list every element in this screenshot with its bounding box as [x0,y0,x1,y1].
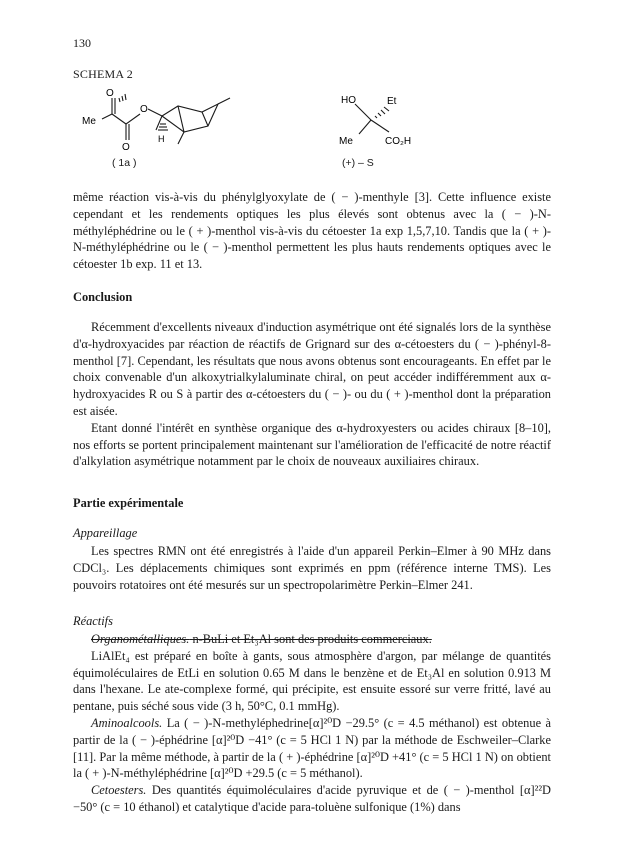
schema-title: SCHEMA 2 [73,67,133,81]
heading-experimental: Partie expérimentale [73,496,184,510]
organo-text: n-BuLi et Et₃Al sont des produits commerciaux. [192,632,432,646]
structure-s-acid [325,86,435,156]
appareillage-text: Les spectres RMN ont été enregistrés à l'aide d'un appareil Perkin–Elmer à 90 MHz dans CDCl₃. Les déplacements chimiques sont exprimés en ppm (référence interne TMS). Les pouvoirs rotatoires ont été mesurés sur un spectropolarimètre Perkin–Elmer 241. [73,544,551,592]
organo-label: Organométalliques. [91,632,190,646]
caption-s: (+) – S [342,157,374,169]
page-number: 130 [73,36,91,50]
reactifs-body [73,631,551,816]
conclusion-paragraph-2: Etant donné l'intérêt en synthèse organique des α-hydroxyesters ou acides chiraux [8–10], nos efforts se portent principalement maintenant sur l'amélioration de l'efficacité de notre réactif d'alkylation asymétrique notamment par le choix de nouveaux auxiliaires chiraux. [73,420,551,469]
atom-o-top: O [106,88,114,99]
amino-text: La ( − )-N-methyléphedrine[α]²⁰D −29.5° (c = 4.5 méthanol) est obtenue à partir de la ( − )-éphédrine [α]²⁰D −41° (c = 5 HCl 1 N) par la méthode de Eschweiler–Clarke [11]. Par la même méthode, à partir de la ( + )-éphédrine [α]²⁰D +41° (c = 5 HCl 1 N) on obtient la ( + )-N-méthyléphédrine [α]²⁰D +29.5 (c = 5 méthanol). [73,715,551,781]
ceto-text: Des quantités équimoléculaires d'acide pyruvique et de ( − )-menthol [α]²²D −50° (c = 10 éthanol) et catalytique d'acide para-toluène sulfonique (1%) dans [73,783,551,814]
ceto-label: Cetoesters. [91,783,147,798]
subheading-reactifs: Réactifs [73,614,113,628]
lialet4-paragraph: LiAlEt₄ est préparé en boîte à gants, sous atmosphère d'argon, par mélange de quantités équimoléculaires de EtLi en solution 0.65 M dans le benzène et de Et₃Al en solution 0.913 M dans l'hexane. Le ate-complexe formé, qui précipite, est ensuite essoré sur verre fritté, lavé au pentane, puis séché sous vide (3 h, 50°C, 0.1 mmHg). [73,648,551,714]
atom-ho: HO [341,95,356,106]
atom-o-ring: O [140,104,148,115]
amino-label: Aminoalcools. [91,715,163,730]
cetoesters-paragraph [73,782,551,816]
caption-1a: ( 1a ) [112,157,137,169]
atom-et: Et [387,96,397,107]
paragraph-intro [73,189,551,273]
atom-h: H [158,134,165,144]
atom-co2h: CO₂H [385,136,412,147]
atom-me: Me [82,116,96,127]
organometalliques-line [73,631,551,648]
atom-me-s: Me [339,136,353,147]
structure-1a [78,84,268,154]
heading-conclusion: Conclusion [73,290,133,304]
text-para1: même réaction vis-à-vis du phénylglyoxylate de ( − )-menthyle [3]. Cette influence existe cependant et les rendements optiques les plus élevés sont obtenus avec la ( − )-N-méthyléphédrine ou le ( + )-menthol vis-à-vis du cétoester 1a exp 1,5,7,10. Tandis que la ( + )-N-méthyléphédrine ou le ( − )-menthol permettent les plus hauts rendements optiques avec le cétoester 1b exp. 11 et 13. [73,190,551,272]
atom-o-bottom: O [122,142,130,153]
appareillage-body [73,543,551,593]
conclusion-paragraph-1: Récemment d'excellents niveaux d'induction asymétrique ont été signalés lors de la synthèse d'α-hydroxyacides par réaction de réactifs de Grignard sur des α-cétoesters du ( − )-phényl-8-menthol [7]. Cependant, les résultats que nous avons obtenus sont encourageants. En effet par le choix convenable d'un alkoxytrialkylaluminate chiral, on peut accéder indifféremment aux α-hydroxyacides R ou S à partir des α-cétoesters du ( − )- ou du ( + )-menthol dont la préparation est aisée. [73,320,551,418]
aminoalcools-paragraph [73,715,551,782]
subheading-appareillage: Appareillage [73,526,138,540]
conclusion-body [73,319,551,470]
